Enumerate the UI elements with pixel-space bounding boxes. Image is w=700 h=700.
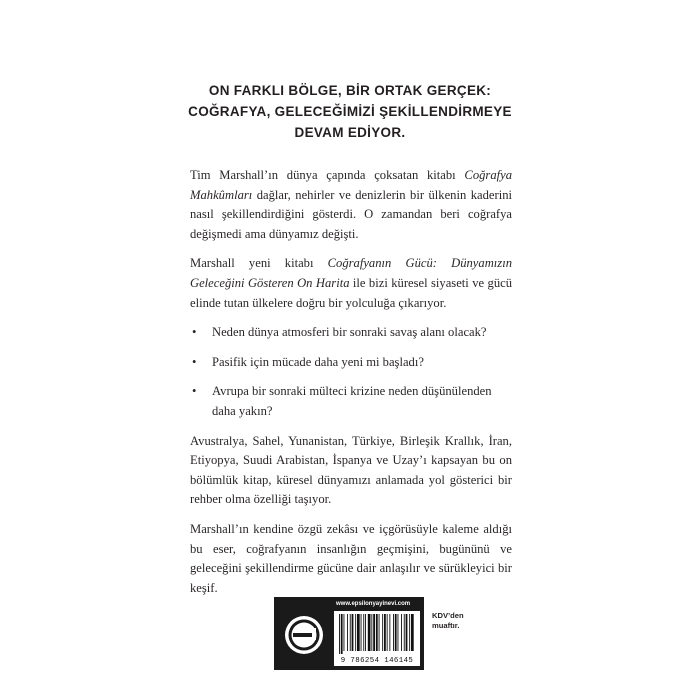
list-item — [190, 382, 512, 421]
bullet-icon: • — [192, 354, 197, 369]
list-item — [190, 323, 512, 343]
paragraph-summary: Marshall’ın kendine özgü zekâsı ve içgörüsüyle kaleme aldığı bu eser, coğrafyanın insanlığın geçmişini, bugününü ve geleceğini şekillendirme gücüne dair anlaşılır ve sürükleyici bir keşif. — [190, 521, 512, 595]
paragraph-new-book — [190, 254, 512, 313]
vat-line-2: muaftır. — [432, 621, 460, 630]
blurb-body — [190, 166, 512, 608]
barcode-icon — [338, 614, 416, 654]
headline-line-2: COĞRAFYA, GELECEĞİMİZİ ŞEKİLLENDİRMEYE — [188, 104, 512, 119]
headline-line-3: DEVAM EDİYOR. — [294, 125, 406, 140]
epsilon-logo-icon — [284, 615, 324, 655]
list-item-text: Neden dünya atmosferi bir sonraki savaş alanı olacak? — [212, 325, 487, 340]
bullet-icon: • — [192, 384, 197, 399]
bullet-icon: • — [192, 325, 197, 340]
list-item — [190, 353, 512, 373]
list-item-text: Pasifik için mücade daha yeni mi başladı? — [212, 354, 424, 369]
paragraph-intro-text-1: Tim Marshall’ın dünya çapında çoksatan kitabı — [190, 168, 465, 182]
question-list — [190, 323, 512, 421]
book-title-previous: Coğrafya Mahkûmları — [190, 168, 512, 202]
headline-line-1: ON FARKLI BÖLGE, BİR ORTAK GERÇEK: — [208, 83, 492, 98]
book-title-current: Coğrafyanın Gücü: Dünyamızın Geleceğini Gösteren On Harita — [190, 256, 512, 290]
paragraph-intro-text-2: dağlar, nehirler ve denizlerin bir ülkenin kaderini nasıl şekillendirdiğini gösterdi. O zamandan beri coğrafya değişmedi ama dünyamız değişti. — [190, 187, 512, 241]
back-cover-headline — [180, 80, 520, 143]
vat-line-1: KDV’den — [432, 611, 464, 620]
publisher-url: www.epsilonyayinevi.com — [336, 601, 411, 607]
vat-exempt-note — [432, 611, 492, 631]
paragraph-intro — [190, 166, 512, 244]
isbn-barcode — [334, 611, 420, 666]
publisher-footer-block — [274, 597, 424, 670]
paragraph-regions: Avustralya, Sahel, Yunanistan, Türkiye, Birleşik Krallık, İran, Etiyopya, Suudi Arabistan, İspanya ve Uzay’ı kapsayan bu on bölümlük kitap, küresel dünyamızı anlamada yol gösterici bir rehber olma özelliği taşıyor. — [190, 433, 512, 507]
paragraph-new-book-text-1: Marshall yeni kitabı — [190, 256, 328, 271]
isbn-number: 9 786254 146145 — [340, 657, 414, 665]
list-item-text: Avrupa bir sonraki mülteci krizine neden düşünülenden daha yakın? — [212, 384, 492, 418]
paragraph-new-book-text-2: ile bizi küresel siyaseti ve gücü elinde tutan ülkelere doğru bir yolculuğa çıkarıyor. — [190, 275, 513, 310]
